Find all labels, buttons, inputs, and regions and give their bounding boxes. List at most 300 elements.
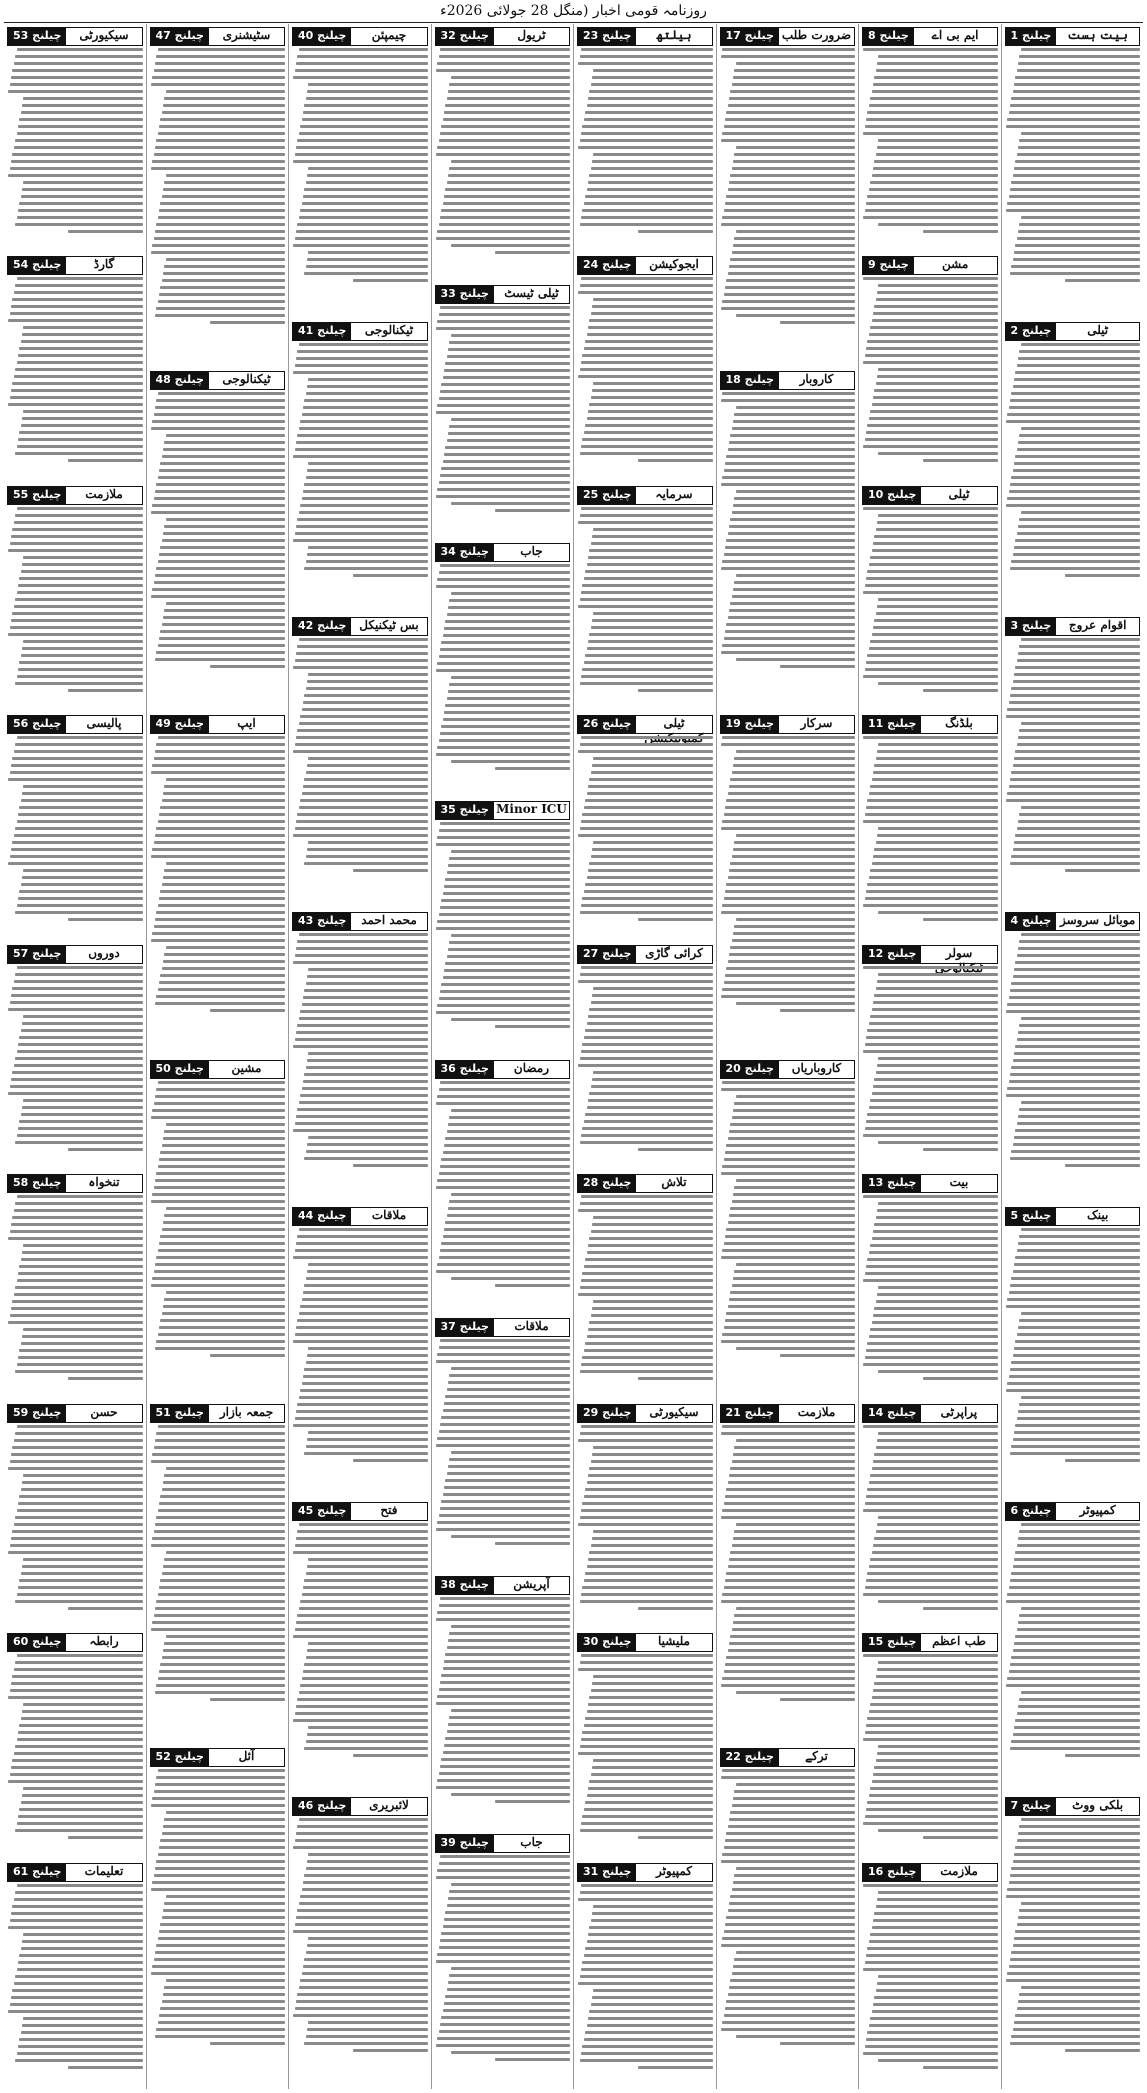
text-line	[869, 1251, 998, 1254]
text-line	[19, 347, 142, 350]
text-line	[21, 195, 143, 198]
ad-number-badge: چیلنج 15	[863, 1634, 921, 1651]
text-line	[164, 181, 285, 184]
text-line	[308, 251, 427, 254]
text-line	[10, 1919, 143, 1922]
text-line	[440, 216, 570, 219]
text-line	[876, 1216, 998, 1219]
text-line	[443, 1925, 570, 1928]
text-line	[734, 757, 855, 760]
text-line	[159, 897, 285, 900]
text-line	[1065, 1459, 1140, 1462]
text-line	[733, 588, 855, 591]
text-line	[736, 1347, 855, 1350]
classified-ad	[292, 909, 428, 1204]
text-line	[293, 834, 427, 837]
text-line	[210, 1354, 285, 1357]
ad-header	[435, 1834, 571, 1853]
text-line	[578, 1523, 712, 1526]
text-line	[163, 1481, 285, 1484]
classified-ad	[7, 1860, 143, 2089]
text-line	[156, 307, 285, 310]
text-line	[439, 397, 570, 400]
text-line	[17, 591, 143, 594]
text-line	[23, 1099, 142, 1102]
text-line	[439, 223, 570, 226]
text-line	[584, 202, 713, 205]
text-line	[722, 1081, 855, 1084]
ad-header	[150, 1404, 286, 1423]
text-line	[159, 125, 285, 128]
ad-body-text	[1005, 638, 1141, 909]
text-line	[1013, 553, 1140, 556]
text-line	[306, 1277, 428, 1280]
text-line	[21, 883, 143, 886]
text-line	[1021, 1607, 1140, 1610]
text-line	[15, 1829, 142, 1832]
text-line	[1010, 778, 1140, 781]
text-line	[14, 1064, 143, 1067]
text-line	[725, 1663, 855, 1666]
text-line	[1007, 1972, 1140, 1975]
text-line	[721, 1860, 855, 1863]
ad-header	[862, 715, 998, 734]
text-line	[592, 848, 713, 851]
text-line	[588, 1099, 713, 1102]
text-line	[307, 1860, 428, 1863]
text-line	[1019, 729, 1140, 732]
text-line	[21, 654, 143, 657]
ad-header	[1005, 912, 1141, 931]
text-line	[870, 97, 997, 100]
ad-body-text	[150, 48, 286, 368]
text-line	[164, 609, 285, 612]
text-line	[154, 1270, 285, 1273]
text-line	[873, 1773, 998, 1776]
ad-keyword: پالیسی	[66, 716, 141, 733]
text-line	[8, 1237, 142, 1240]
text-line	[1015, 1340, 1140, 1343]
text-line	[21, 424, 143, 427]
text-line	[728, 960, 855, 963]
text-line	[300, 1979, 427, 1982]
text-line	[589, 319, 712, 322]
text-line	[588, 97, 713, 100]
text-line	[591, 542, 713, 545]
text-line	[722, 1509, 855, 1512]
ad-body-text	[7, 507, 143, 712]
text-line	[23, 556, 142, 559]
text-line	[1015, 961, 1140, 964]
text-line	[730, 1123, 855, 1126]
text-line	[164, 1642, 285, 1645]
text-line	[728, 1305, 855, 1308]
text-line	[873, 312, 998, 315]
text-line	[1007, 792, 1140, 795]
text-line	[877, 291, 998, 294]
text-line	[14, 980, 143, 983]
text-line	[158, 1425, 285, 1428]
text-line	[440, 1081, 570, 1084]
text-line	[21, 1717, 143, 1720]
text-line	[156, 1944, 285, 1947]
text-line	[1006, 715, 1140, 718]
ad-keyword: فتح	[351, 1503, 426, 1520]
text-line	[445, 962, 570, 965]
text-line	[873, 1544, 998, 1547]
text-line	[1006, 799, 1140, 802]
text-line	[581, 1279, 712, 1282]
ad-body-text	[292, 1228, 428, 1499]
text-line	[578, 1439, 712, 1442]
classified-ad	[7, 253, 143, 482]
classified-ad	[292, 1204, 428, 1499]
text-line	[296, 1705, 427, 1708]
text-line	[1014, 167, 1140, 170]
text-line	[14, 62, 143, 65]
text-line	[732, 1116, 855, 1119]
text-line	[1013, 975, 1140, 978]
text-line	[155, 146, 285, 149]
ad-header	[292, 1797, 428, 1816]
text-line	[869, 104, 998, 107]
text-line	[721, 399, 855, 402]
text-line	[725, 286, 855, 289]
text-line	[863, 1134, 997, 1137]
text-line	[587, 104, 713, 107]
text-line	[580, 1057, 713, 1060]
text-line	[440, 2023, 570, 2026]
text-line	[160, 806, 285, 809]
text-line	[867, 1342, 997, 1345]
ad-number-badge: چیلنج 14	[863, 1405, 921, 1422]
text-line	[12, 1759, 142, 1762]
text-line	[863, 1884, 997, 1887]
text-line	[589, 1092, 712, 1095]
text-line	[297, 139, 427, 142]
text-line	[872, 319, 998, 322]
text-line	[451, 160, 570, 163]
text-line	[449, 857, 570, 860]
text-line	[17, 1968, 143, 1971]
text-line	[877, 146, 998, 149]
ad-keyword: مشین	[209, 1061, 284, 1078]
classified-ad	[720, 1745, 856, 2089]
ad-header	[7, 1174, 143, 1193]
text-line	[1009, 785, 1140, 788]
text-line	[440, 732, 570, 735]
text-line	[436, 1960, 570, 1963]
text-line	[1021, 427, 1140, 430]
text-line	[437, 1353, 570, 1356]
text-line	[1017, 1038, 1140, 1041]
text-line	[867, 654, 997, 657]
text-line	[441, 1758, 570, 1761]
text-line	[581, 445, 712, 448]
text-line	[587, 333, 713, 336]
text-line	[1009, 1586, 1140, 1589]
text-line	[21, 2031, 143, 2034]
text-line	[923, 918, 998, 921]
text-line	[1018, 1115, 1140, 1118]
text-line	[1013, 90, 1140, 93]
text-line	[588, 2017, 713, 2020]
text-line	[293, 160, 427, 163]
text-line	[725, 630, 855, 633]
text-line	[874, 848, 997, 851]
text-line	[437, 488, 570, 491]
text-line	[156, 651, 285, 654]
ad-number-badge: چیلنج 55	[8, 487, 66, 504]
ad-header	[150, 371, 286, 390]
text-line	[448, 1123, 570, 1126]
ad-keyword: موبائل سروسز	[1056, 913, 1139, 930]
ad-number-badge: چیلنج 50	[151, 1061, 209, 1078]
classified-ad	[435, 798, 571, 1056]
text-line	[580, 1286, 713, 1289]
text-line	[152, 1193, 285, 1196]
text-line	[297, 223, 427, 226]
text-line	[12, 69, 142, 72]
text-line	[152, 1621, 285, 1624]
text-line	[733, 1277, 855, 1280]
text-line	[736, 62, 855, 65]
text-line	[1013, 764, 1140, 767]
text-line	[17, 1738, 143, 1741]
text-line	[1007, 202, 1140, 205]
text-line	[12, 1989, 142, 1992]
ad-number-badge: چیلنج 13	[863, 1175, 921, 1192]
text-line	[443, 976, 570, 979]
text-line	[865, 354, 998, 357]
text-line	[296, 525, 427, 528]
text-line	[439, 571, 570, 574]
ad-header	[862, 1174, 998, 1193]
text-line	[451, 1625, 570, 1628]
text-line	[304, 1747, 427, 1750]
text-line	[1015, 455, 1140, 458]
text-line	[734, 69, 855, 72]
text-line	[580, 1829, 713, 1832]
text-line	[160, 1235, 285, 1238]
text-line	[874, 764, 997, 767]
text-line	[447, 1472, 570, 1475]
text-line	[725, 974, 855, 977]
text-line	[580, 1891, 713, 1894]
text-line	[15, 1286, 142, 1289]
text-line	[721, 483, 855, 486]
ad-number-badge: چیلنج 24	[578, 257, 636, 274]
text-line	[722, 1593, 855, 1596]
text-line	[304, 1157, 427, 1160]
text-line	[447, 697, 570, 700]
ad-header	[862, 486, 998, 505]
text-line	[449, 683, 570, 686]
text-line	[866, 1265, 997, 1268]
text-line	[11, 619, 142, 622]
text-line	[304, 188, 427, 191]
text-line	[1021, 1228, 1140, 1231]
text-line	[152, 420, 285, 423]
text-line	[869, 188, 998, 191]
text-line	[304, 1874, 427, 1877]
text-line	[1014, 1558, 1140, 1561]
text-line	[299, 1607, 428, 1610]
text-line	[443, 376, 570, 379]
text-line	[12, 382, 142, 385]
text-line	[1014, 2021, 1140, 2024]
text-line	[297, 940, 427, 943]
text-line	[581, 591, 712, 594]
text-line	[437, 2037, 570, 2040]
text-line	[17, 1884, 143, 1887]
text-line	[589, 403, 712, 406]
text-line	[11, 160, 142, 163]
text-line	[451, 850, 570, 853]
text-line	[162, 1832, 285, 1835]
text-line	[437, 404, 570, 407]
text-line	[158, 300, 285, 303]
text-line	[297, 1235, 427, 1238]
text-line	[1013, 1944, 1140, 1947]
text-line	[581, 1509, 712, 1512]
text-line	[155, 1867, 285, 1870]
ad-number-badge: چیلنج 54	[8, 257, 66, 274]
text-line	[437, 1521, 570, 1524]
text-line	[154, 1446, 285, 1449]
text-line	[1011, 1740, 1140, 1743]
text-line	[21, 1801, 143, 1804]
text-line	[589, 549, 712, 552]
column-6	[288, 24, 431, 2089]
text-line	[1018, 146, 1140, 149]
ad-number-badge: چیلنج 31	[578, 1864, 636, 1881]
text-line	[441, 1500, 570, 1503]
classified-ad	[1005, 614, 1141, 909]
text-line	[721, 1432, 855, 1435]
classified-ad	[7, 1401, 143, 1630]
ad-body-text	[292, 1523, 428, 1794]
text-line	[585, 195, 712, 198]
text-line	[1017, 153, 1140, 156]
ad-number-badge: چیلنج 12	[863, 946, 921, 963]
text-line	[1006, 420, 1140, 423]
classified-ad	[150, 368, 286, 712]
text-line	[306, 1361, 428, 1364]
text-line	[867, 1258, 997, 1261]
text-line	[582, 1272, 712, 1275]
text-line	[162, 1488, 285, 1491]
ad-body-text	[720, 1769, 856, 2089]
text-line	[437, 746, 570, 749]
text-line	[1010, 862, 1140, 865]
text-line	[293, 1719, 427, 1722]
text-line	[732, 167, 855, 170]
text-line	[589, 1780, 712, 1783]
text-line	[18, 584, 143, 587]
ad-header	[435, 1576, 571, 1595]
text-line	[306, 1150, 428, 1153]
text-line	[584, 577, 713, 580]
ad-keyword: رابطہ	[66, 1634, 141, 1651]
text-line	[437, 578, 570, 581]
text-line	[877, 1523, 998, 1526]
ad-keyword: محمد احمد	[351, 913, 426, 930]
text-line	[154, 69, 285, 72]
text-line	[1019, 518, 1140, 521]
text-line	[734, 413, 855, 416]
ad-number-badge: چیلنج 8	[863, 28, 914, 45]
text-line	[23, 1558, 142, 1561]
text-line	[582, 2045, 712, 2048]
text-line	[732, 511, 855, 514]
text-line	[302, 1087, 428, 1090]
text-line	[591, 1230, 713, 1233]
text-line	[1013, 680, 1140, 683]
text-line	[495, 767, 570, 770]
text-line	[303, 195, 428, 198]
text-line	[297, 1403, 427, 1406]
text-line	[585, 1572, 712, 1575]
text-line	[308, 1558, 427, 1561]
text-line	[10, 626, 143, 629]
text-line	[445, 1221, 570, 1224]
text-line	[1011, 1951, 1140, 1954]
text-line	[593, 1989, 712, 1992]
text-line	[1019, 1235, 1140, 1238]
text-line	[447, 1904, 570, 1907]
text-line	[444, 1402, 570, 1405]
classified-ad	[862, 1630, 998, 1859]
text-line	[306, 1445, 428, 1448]
text-line	[353, 1459, 428, 1462]
ad-header	[577, 1633, 713, 1652]
text-line	[878, 1600, 997, 1603]
text-line	[878, 1370, 997, 1373]
text-line	[155, 750, 285, 753]
text-line	[872, 1551, 998, 1554]
text-line	[1017, 1417, 1140, 1420]
text-line	[445, 1137, 570, 1140]
text-line	[722, 48, 855, 51]
ad-number-badge: چیلنج 39	[436, 1835, 494, 1852]
text-line	[1017, 1839, 1140, 1842]
text-line	[872, 1321, 998, 1324]
text-line	[732, 1972, 855, 1975]
ad-number-badge: چیلنج 47	[151, 28, 209, 45]
text-line	[306, 560, 428, 563]
text-line	[296, 1832, 427, 1835]
text-line	[865, 1731, 998, 1734]
text-line	[726, 455, 855, 458]
text-line	[722, 132, 855, 135]
text-line	[10, 1085, 143, 1088]
text-line	[14, 375, 143, 378]
text-line	[155, 1439, 285, 1442]
text-line	[872, 1780, 998, 1783]
text-line	[304, 1663, 427, 1666]
text-line	[734, 1874, 855, 1877]
text-line	[1013, 1143, 1140, 1146]
text-line	[729, 97, 855, 100]
text-line	[592, 1682, 713, 1685]
text-line	[1018, 525, 1140, 528]
classified-ad	[435, 1315, 571, 1573]
text-line	[1014, 1642, 1140, 1645]
ad-body-text	[150, 736, 286, 1056]
text-line	[877, 834, 998, 837]
ad-body-text	[720, 48, 856, 368]
